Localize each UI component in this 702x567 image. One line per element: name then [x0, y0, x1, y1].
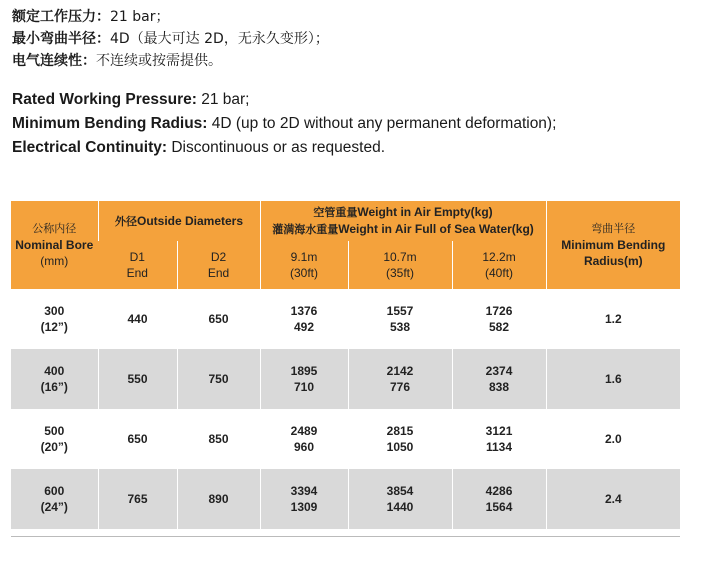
- spec-line-bending-cn: 最小弯曲半径：4D（最大可达 2D，无永久变形）；: [12, 31, 329, 47]
- cell-bore: 600 (24”): [11, 469, 98, 529]
- cell-weight-30ft: 1376 492: [260, 289, 348, 349]
- cell-d2: 890: [177, 469, 260, 529]
- spec-table-body: [11, 289, 680, 529]
- header-length-40ft: 12.2m (40ft): [452, 241, 546, 289]
- specs-chinese: [12, 6, 329, 72]
- spec-line-pressure-cn: 额定工作压力：21 bar；: [12, 9, 170, 25]
- spec-line-continuity-en: Electrical Continuity: Discontinuous or as requested.: [12, 139, 386, 156]
- cell-d1: 440: [98, 289, 177, 349]
- header-d2: D2 End: [177, 241, 260, 289]
- cell-d2: 850: [177, 409, 260, 469]
- cell-weight-30ft: 1895 710: [260, 349, 348, 409]
- header-length-35ft: 10.7m (35ft): [348, 241, 452, 289]
- cell-bore: 300 (12”): [11, 289, 98, 349]
- header-weight: 空管重量Weight in Air Empty(kg) 灌满海水重量Weight in Air Full of Sea Water(kg): [260, 201, 546, 241]
- table-row: [11, 349, 680, 409]
- header-d1: D1 End: [98, 241, 177, 289]
- cell-weight-35ft: 2815 1050: [348, 409, 452, 469]
- table-row: [11, 409, 680, 469]
- cell-weight-40ft: 3121 1134: [452, 409, 546, 469]
- cell-weight-35ft: 3854 1440: [348, 469, 452, 529]
- cell-d2: 750: [177, 349, 260, 409]
- table-row: [11, 469, 680, 529]
- cell-d1: 765: [98, 469, 177, 529]
- cell-weight-40ft: 2374 838: [452, 349, 546, 409]
- spec-table-header: [11, 201, 680, 289]
- cell-weight-40ft: 1726 582: [452, 289, 546, 349]
- spec-line-pressure-en: Rated Working Pressure: 21 bar;: [12, 91, 250, 108]
- cell-weight-40ft: 4286 1564: [452, 469, 546, 529]
- spec-table: [11, 201, 680, 529]
- table-row: [11, 289, 680, 349]
- cell-weight-30ft: 2489 960: [260, 409, 348, 469]
- header-outside-diameters: 外径Outside Diameters: [98, 201, 260, 241]
- cell-weight-30ft: 3394 1309: [260, 469, 348, 529]
- cell-bore: 500 (20”): [11, 409, 98, 469]
- cell-radius: 1.2: [546, 289, 680, 349]
- cell-d1: 550: [98, 349, 177, 409]
- header-bending-radius: 弯曲半径 Minimum Bending Radius(m): [546, 201, 680, 289]
- cell-bore: 400 (16”): [11, 349, 98, 409]
- spec-line-continuity-cn: 电气连续性：不连续或按需提供。: [12, 53, 222, 69]
- cell-radius: 2.4: [546, 469, 680, 529]
- cell-radius: 1.6: [546, 349, 680, 409]
- cell-weight-35ft: 2142 776: [348, 349, 452, 409]
- cell-d1: 650: [98, 409, 177, 469]
- header-nominal-bore: 公称内径 Nominal Bore (mm): [11, 201, 98, 289]
- cell-radius: 2.0: [546, 409, 680, 469]
- specs-english: [12, 88, 556, 160]
- header-length-30ft: 9.1m (30ft): [260, 241, 348, 289]
- cell-d2: 650: [177, 289, 260, 349]
- table-bottom-divider: [11, 536, 680, 537]
- cell-weight-35ft: 1557 538: [348, 289, 452, 349]
- spec-line-bending-en: Minimum Bending Radius: 4D (up to 2D without any permanent deformation);: [12, 115, 557, 132]
